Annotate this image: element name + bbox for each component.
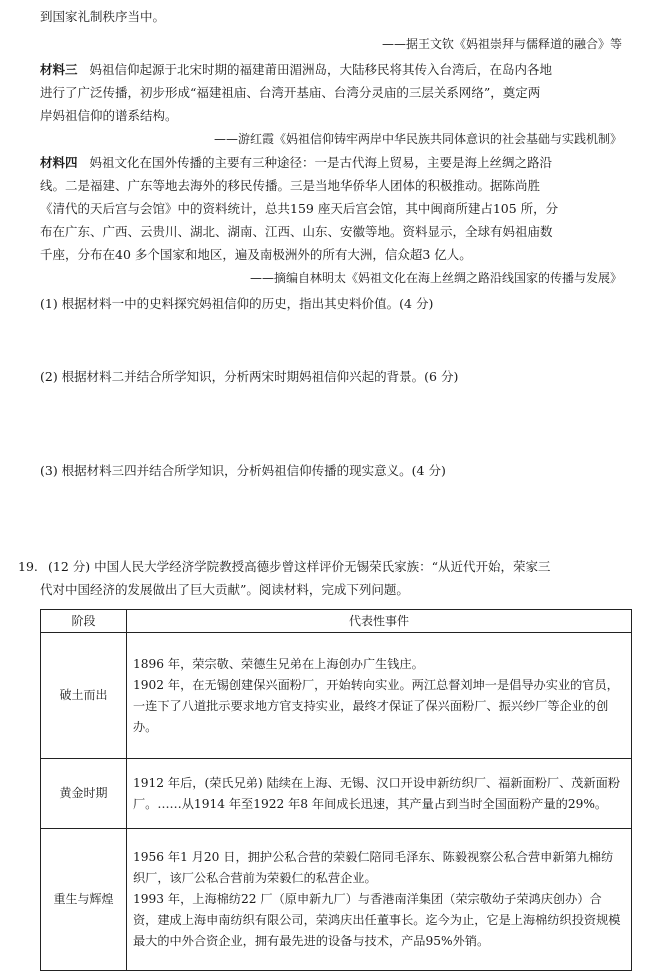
material4-line3: 《清代的天后宫与会馆》中的资料统计，总共159 座天后宫会馆，其中闽商所建占105 所，分 [40, 201, 559, 216]
events-cell [127, 829, 632, 971]
question-3: (3) 根据材料三四并结合所学知识，分析妈祖信仰传播的现实意义。(4 分) [40, 463, 446, 478]
table-row [41, 633, 632, 759]
event-text: 1912 年后，(荣氏兄弟) 陆续在上海、无锡、汉口开设申新纺织厂、福新面粉厂、茂新面粉厂。……从1914 年至1922 年8 年间成长迅速，其产量占到当时全国面粉产量的29%。 [133, 775, 621, 811]
events-cell [127, 633, 632, 759]
stage-cell: 重生与辉煌 [41, 829, 127, 971]
question-19-number: 19. [18, 559, 38, 574]
stage-cell: 破土而出 [41, 633, 127, 759]
event-text: 1896 年，荣宗敬、荣德生兄弟在上海创办广生钱庄。 [133, 656, 424, 671]
material3-source: ——游红霞《妈祖信仰铸牢两岸中华民族共同体意识的社会基础与实践机制》 [213, 132, 622, 146]
question-2: (2) 根据材料二并结合所学知识，分析两宋时期妈祖信仰兴起的背景。(6 分) [40, 369, 459, 384]
question-19-line1: (12 分) 中国人民大学经济学院教授高德步曾这样评价无锡荣氏家族：“从近代开始，荣家三 [48, 559, 551, 574]
event-text: 1993 年，上海棉纺22 厂（原申新九厂）与香港南洋集团（荣宗敬幼子荣鸿庆创办）合资，建成上海申南纺织有限公司，荣鸿庆出任董事长。迄今为止，它是上海棉纺织投资规模最大的中外合资企业，拥有最先进的设备与技术，产品95%外销。 [133, 892, 621, 948]
material2-source: ——据王文钦《妈祖崇拜与儒释道的融合》等 [381, 37, 622, 51]
stage-cell: 黄金时期 [41, 759, 127, 829]
material4-source: ——摘编自林明太《妈祖文化在海上丝绸之路沿线国家的传播与发展》 [249, 271, 622, 285]
material4-line1: 材料四 妈祖文化在国外传播的主要有三种途径：一是古代海上贸易，主要是海上丝绸之路沿 [40, 155, 553, 170]
rong-family-table [40, 609, 632, 971]
column-header-stage: 阶段 [41, 610, 127, 633]
material3-label: 材料三 [40, 62, 78, 77]
material4-line2: 线。二是福建、广东等地去海外的移民传播。三是当地华侨华人团体的积极推动。据陈尚胜 [40, 178, 541, 193]
question-1: (1) 根据材料一中的史料探究妈祖信仰的历史，指出其史料价值。(4 分) [40, 296, 434, 311]
column-header-events: 代表性事件 [127, 610, 632, 633]
table-row [41, 759, 632, 829]
question-19-line2: 代对中国经济的发展做出了巨大贡献”。阅读材料，完成下列问题。 [40, 582, 409, 597]
events-cell [127, 759, 632, 829]
material3-line2: 进行了广泛传播，初步形成“福建祖庙、台湾开基庙、台湾分灵庙的三层关系网络”，奠定两 [40, 85, 541, 100]
material4-line4: 布在广东、广西、云贵川、湖北、湖南、江西、山东、安徽等地。资料显示，全球有妈祖庙数 [40, 224, 553, 239]
material4-line5: 千座，分布在40 多个国家和地区，遍及南极洲外的所有大洲，信众超3 亿人。 [40, 247, 472, 262]
table-row [41, 829, 632, 971]
table-header-row [41, 610, 632, 633]
material3-line1: 材料三 妈祖信仰起源于北宋时期的福建莆田湄洲岛，大陆移民将其传入台湾后，在岛内各地 [40, 62, 553, 77]
material3-line3: 岸妈祖信仰的谱系结构。 [40, 108, 178, 123]
event-text: 1902 年，在无锡创建保兴面粉厂，开始转向实业。两江总督刘坤一是倡导办实业的官员，一连下了八道批示要求地方官支持实业，最终才保证了保兴面粉厂、振兴纱厂等企业的创办。 [133, 677, 619, 734]
material4-label: 材料四 [40, 155, 78, 170]
event-text: 1956 年1 月20 日，拥护公私合营的荣毅仁陪同毛泽东、陈毅视察公私合营申新第九棉纺织厂，该厂公私合营前为荣毅仁的私营企业。 [133, 850, 614, 885]
continued-text: 到国家礼制秩序当中。 [40, 9, 166, 24]
